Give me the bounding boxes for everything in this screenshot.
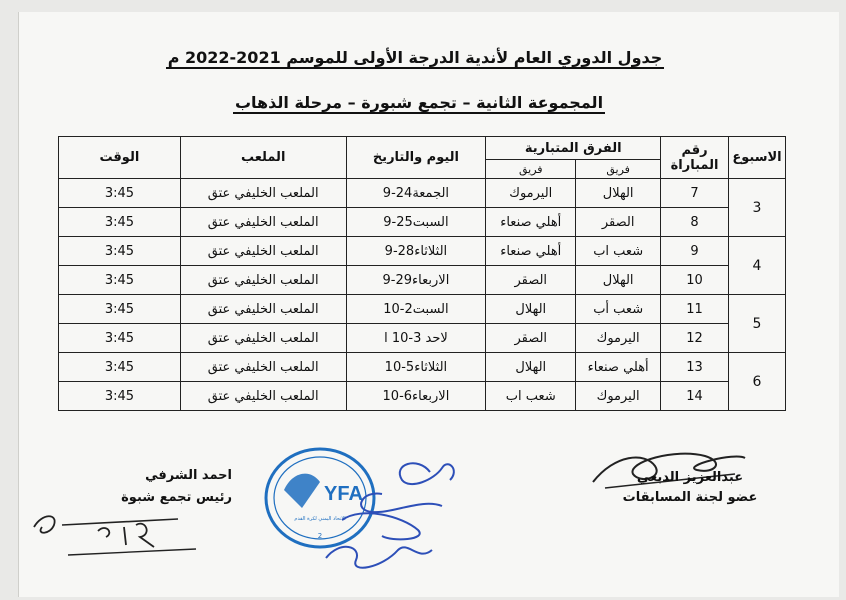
team-a-cell: الهلال: [576, 179, 661, 208]
team-b-cell: الصقر: [486, 324, 576, 353]
team-b-cell: الهلال: [486, 295, 576, 324]
team-b-cell: أهلي صنعاء: [486, 208, 576, 237]
signature-block-left: [62, 465, 232, 509]
document-subtitle: المجموعة الثانية – تجمع شبورة – مرحلة الذهاب: [234, 93, 604, 112]
table-row: [59, 266, 786, 295]
table-row: [59, 324, 786, 353]
date-cell: الجمعة24-9: [346, 179, 486, 208]
venue-cell: الملعب الخليفي عتق: [180, 353, 346, 382]
header-date: اليوم والتاريخ: [346, 137, 486, 179]
date-cell: الثلاثاء5-10: [346, 353, 486, 382]
header-teams: الفرق المتبارية: [486, 137, 661, 160]
venue-cell: الملعب الخليفي عتق: [180, 382, 346, 411]
signer-name-left: احمد الشرفي: [145, 468, 232, 483]
table-row: [59, 237, 786, 266]
team-a-cell: الهلال: [576, 266, 661, 295]
week-cell: 6: [729, 353, 786, 411]
schedule-table: [58, 136, 786, 411]
team-a-cell: شعب أب: [576, 295, 661, 324]
date-cell: السبت25-9: [346, 208, 486, 237]
table-row: [59, 382, 786, 411]
venue-cell: الملعب الخليفي عتق: [180, 324, 346, 353]
signer-role-left: رئيس تجمع شبوة: [121, 490, 232, 505]
table-row: [59, 353, 786, 382]
team-a-cell: اليرموك: [576, 382, 661, 411]
week-cell: 5: [729, 295, 786, 353]
table-row: [59, 295, 786, 324]
week-cell: 4: [729, 237, 786, 295]
stamp-number: 2: [317, 532, 323, 540]
date-cell: الاربعاء6-10: [346, 382, 486, 411]
time-cell: 3:45: [59, 382, 181, 411]
time-cell: 3:45: [59, 295, 181, 324]
week-cell: 3: [729, 179, 786, 237]
time-cell: 3:45: [59, 237, 181, 266]
handwritten-date: [28, 505, 198, 565]
date-cell: السبت2-10: [346, 295, 486, 324]
stamp-caption: الاتحاد اليمني لكرة القدم: [294, 516, 346, 522]
team-b-cell: الهلال: [486, 353, 576, 382]
header-match-no: رقم المباراة: [661, 137, 729, 179]
match-no-cell: 7: [661, 179, 729, 208]
stamp-text: YFA: [324, 483, 363, 505]
time-cell: 3:45: [59, 208, 181, 237]
team-b-cell: أهلي صنعاء: [486, 237, 576, 266]
venue-cell: الملعب الخليفي عتق: [180, 208, 346, 237]
date-cell: الاربعاء29-9: [346, 266, 486, 295]
team-b-cell: الصقر: [486, 266, 576, 295]
team-a-cell: الصقر: [576, 208, 661, 237]
time-cell: 3:45: [59, 266, 181, 295]
header-week: الاسبوع: [729, 137, 786, 179]
match-no-cell: 13: [661, 353, 729, 382]
header-team-a: فريق: [576, 160, 661, 179]
signature-center-scribble: [322, 450, 472, 580]
match-no-cell: 8: [661, 208, 729, 237]
signer-name-right: عبدالعزيز الدبعي: [636, 470, 744, 485]
venue-cell: الملعب الخليفي عتق: [180, 179, 346, 208]
document-title: جدول الدوري العام لأندية الدرجة الأولى للموسم 2021-2022 م: [167, 48, 663, 67]
match-no-cell: 14: [661, 382, 729, 411]
venue-cell: الملعب الخليفي عتق: [180, 295, 346, 324]
signer-role-right: عضو لجنة المسابقات: [622, 490, 758, 505]
header-team-b: فريق: [486, 160, 576, 179]
match-no-cell: 11: [661, 295, 729, 324]
match-no-cell: 12: [661, 324, 729, 353]
venue-cell: الملعب الخليفي عتق: [180, 237, 346, 266]
date-cell: لاحد 3-10 ا: [346, 324, 486, 353]
time-cell: 3:45: [59, 179, 181, 208]
header-venue: الملعب: [180, 137, 346, 179]
signature-block-right: [615, 468, 765, 508]
team-b-cell: شعب اب: [486, 382, 576, 411]
match-no-cell: 10: [661, 266, 729, 295]
time-cell: 3:45: [59, 353, 181, 382]
team-a-cell: أهلي صنعاء: [576, 353, 661, 382]
team-a-cell: اليرموك: [576, 324, 661, 353]
table-row: [59, 179, 786, 208]
table-row: [59, 208, 786, 237]
match-no-cell: 9: [661, 237, 729, 266]
header-time: الوقت: [59, 137, 181, 179]
time-cell: 3:45: [59, 324, 181, 353]
team-b-cell: اليرموك: [486, 179, 576, 208]
date-cell: الثلاثاء28-9: [346, 237, 486, 266]
team-a-cell: شعب اب: [576, 237, 661, 266]
venue-cell: الملعب الخليفي عتق: [180, 266, 346, 295]
